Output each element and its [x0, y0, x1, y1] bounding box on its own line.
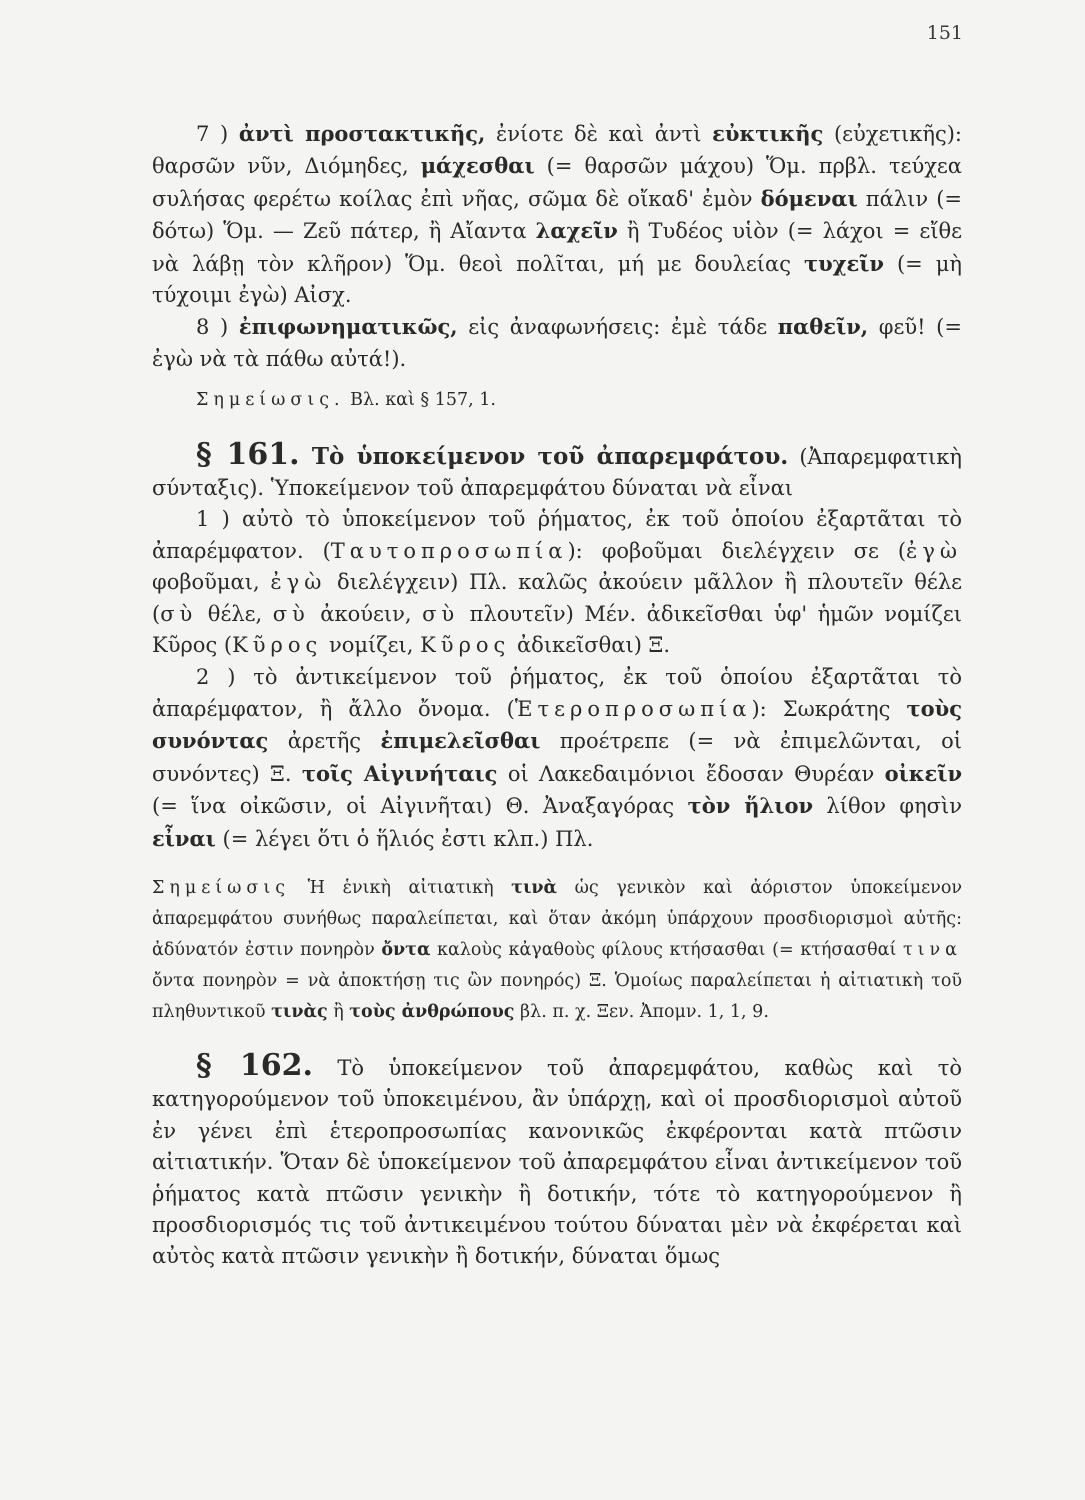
keyword: λαχεῖν: [535, 218, 618, 244]
keyword: τινὰς: [271, 1001, 328, 1022]
keyword: τινὰ: [511, 877, 558, 898]
text: (= ἵνα οἰκῶσιν, οἱ Αἰγινῆται) Θ. Ἀναξαγόρας: [152, 794, 688, 819]
keyword: ἐπιφωνηματικῶς,: [238, 314, 458, 340]
page-number: 151: [926, 22, 963, 44]
subtitle: (Ἀπαρεμφατικὴ σύνταξις).: [152, 444, 962, 501]
spaced-term: Ἑτεροπροσωπία: [514, 696, 752, 721]
text: ὡς γενικὸν καὶ ἀόριστον ὑποκείμενον ἀπαρεμφάτου συνήθως παραλείπεται, καὶ ὅταν ἀκόμη ὑπάρχουν προσδιορισμοὶ αὐτῆς: ἀδύνατόν ἐστιν πονηρὸν: [152, 877, 962, 960]
text: φεῦ! (= ἐγὼ νὰ τὰ πάθω αὐτά!).: [152, 315, 962, 371]
spaced-term: ἐγὼ: [270, 570, 327, 595]
keyword: εἶναι: [152, 825, 216, 851]
text: καλοὺς κἀγαθοὺς φίλους κτήσασθαι (= κτήσασθαί: [430, 939, 903, 960]
keyword: παθεῖν,: [777, 314, 869, 340]
note-long: [152, 873, 962, 1028]
text: πλουτεῖν) Μέν. ἀδικεῖσθαι ὑφ' ἡμῶν νομίζει Κῦρος (: [152, 601, 962, 658]
note-label: Σημείωσις: [152, 877, 291, 898]
text: ἀκούειν,: [309, 601, 423, 626]
text: προέτρεπε (= νὰ ἐπιμελῶνται, οἱ συνόντες) Ξ.: [152, 729, 962, 786]
section-8: [152, 311, 962, 375]
keyword: ὄντα: [381, 939, 431, 960]
item-1: [152, 504, 962, 661]
section-7: [152, 118, 962, 311]
text: φοβοῦμαι,: [152, 570, 271, 595]
keyword: ἐπιμελεῖσθαι: [380, 728, 541, 754]
keyword: μάχεσθαι: [420, 153, 535, 179]
note-short: [152, 385, 962, 416]
text: οἱ Λακεδαιμόνιοι ἔδοσαν Θυρέαν: [497, 761, 885, 786]
text: 2 ) τὸ ἀντικείμενον τοῦ ῥήματος, ἐκ τοῦ ὁποίου ἐξαρτᾶται τὸ ἀπαρέμφατον, ἢ ἄλλο ὄνομα. (: [152, 664, 962, 721]
spaced-term: σὺ: [422, 601, 460, 626]
keyword: τοὺς ἀνθρώπους: [349, 1001, 515, 1022]
spaced-term: Ταυτοπροσωπία: [330, 538, 568, 563]
spaced-term: σὺ: [160, 601, 198, 626]
text: ἐνίοτε δὲ καὶ ἀντὶ: [485, 122, 713, 146]
text: Ἡ ἑνικὴ αἰτιατικὴ: [290, 877, 512, 898]
text: ): Σωκράτης: [751, 696, 907, 721]
text: ὄντα πονηρὸν = νὰ ἀποκτήσῃ τις ὢν πονηρός) Ξ. Ὁμοίως παραλείπεται ἡ αἰτιατικὴ τοῦ πληθυντικοῦ: [152, 970, 962, 1022]
keyword: τυχεῖν: [803, 250, 884, 276]
item-2: [152, 662, 962, 855]
keyword: οἰκεῖν: [884, 760, 963, 786]
text: βλ. π. χ. Ξεν. Ἀπομν. 1, 1, 9.: [514, 1001, 769, 1022]
note-label: Σημείωσις.: [196, 390, 345, 411]
paragraph-number: § 161.: [196, 436, 300, 472]
paragraph-162: [152, 1047, 962, 1273]
page-body: [152, 118, 962, 1273]
keyword: τοὺς συνόντας: [152, 695, 962, 754]
paragraph-title: Τὸ ὑποκείμενον τοῦ ἀπαρεμφάτου.: [299, 442, 789, 470]
text: (= θαρσῶν μάχου) Ὅμ. πρβλ. τεύχεα συλήσας φερέτω κοίλας ἐπὶ νῆας, σῶμα δὲ οἴκαδ' ἐμὸν: [152, 154, 962, 211]
text: εἰς ἀναφωνήσεις: ἐμὲ τάδε: [457, 315, 778, 340]
text: (= μὴ τύχοιμι ἐγὼ) Αἰσχ.: [152, 251, 962, 308]
paragraph-number: § 162.: [196, 1047, 313, 1083]
text: πάλιν (= δότω) Ὅμ. — Ζεῦ πάτερ, ἢ Αἴαντα: [152, 186, 963, 244]
spaced-term: σὺ: [272, 601, 310, 626]
text: 1 ) αὐτὸ τὸ ὑποκείμενον τοῦ ῥήματος, ἐκ τοῦ ὁποίου ἐξαρτᾶται τὸ ἀπαρέμφατον. (: [152, 507, 962, 563]
spaced-term: Κῦρος: [232, 633, 323, 658]
text: Βλ. καὶ § 157, 1.: [344, 390, 496, 411]
text: (= λέγει ὅτι ὁ ἥλιός ἐστι κλπ.) Πλ.: [215, 826, 594, 851]
text: ἀρετῆς: [268, 729, 381, 754]
text: θέλε,: [197, 601, 273, 626]
keyword: δόμεναι: [760, 185, 858, 211]
spaced-term: Κῦρος: [420, 633, 511, 658]
text: ἢ Τυδέος υἱὸν (= λάχοι = εἴθε νὰ λάβῃ τὸν κλῆρον) Ὅμ. θεοὶ πολῖται, μή με δουλείας: [152, 219, 962, 276]
keyword: εὐκτικῆς: [712, 121, 824, 146]
text: Τὸ ὑποκείμενον τοῦ ἀπαρεμφάτου, καθὼς καὶ τὸ κατηγορούμενον τοῦ ὑποκειμένου, ἂν ὑπάρχῃ, καὶ οἱ προσδιορισμοὶ αὐτοῦ ἐν γένει ἐπὶ ἑτεροπροσωπίας κανονικῶς ἐκφέρονται κατὰ πτῶσιν αἰτιατικήν. Ὅταν δὲ ὑποκείμενον τοῦ ἀπαρεμφάτου εἶναι ἀντικείμενον τοῦ ῥήματος κατὰ πτῶσιν γενικὴν ἢ δοτικήν, τότε τὸ κατηγορούμενον ἢ προσδιορισμός τις τοῦ ἀντικειμένου τούτου δύναται μὲν νὰ ἐκφέρεται καὶ αὐτὸς κατὰ πτῶσιν γενικὴν ἢ δοτικήν, δύναται ὅμως: [152, 1055, 962, 1269]
paragraph-161: [152, 436, 962, 505]
keyword: τὸν ἥλιον: [687, 793, 814, 819]
item-number: 7 ): [196, 122, 229, 146]
text: Ὑποκείμενον τοῦ ἀπαρεμφάτου δύναται νὰ εἶναι: [270, 476, 794, 501]
text: λίθον φησὶν: [813, 794, 962, 819]
text: ): φοβοῦμαι διελέγχειν σε (: [567, 538, 907, 563]
text: (εὐχετικῆς): θαρσῶν νῦν, Διόμηδες,: [152, 122, 962, 179]
keyword: ἀντὶ προστακτικῆς,: [238, 121, 486, 146]
text: διελέγχειν) Πλ. καλῶς ἀκούειν μᾶλλον ἢ πλουτεῖν θέλε (: [152, 570, 963, 626]
item-number: 8 ): [196, 315, 229, 340]
text: ἢ: [327, 1001, 350, 1022]
spaced-term: ἐγὼ: [906, 538, 962, 563]
text: νομίζει,: [322, 633, 421, 658]
keyword: τοῖς Αἰγινήταις: [301, 760, 498, 786]
text: ἀδικεῖσθαι) Ξ.: [510, 633, 671, 658]
spaced-term: τινα: [902, 939, 962, 960]
